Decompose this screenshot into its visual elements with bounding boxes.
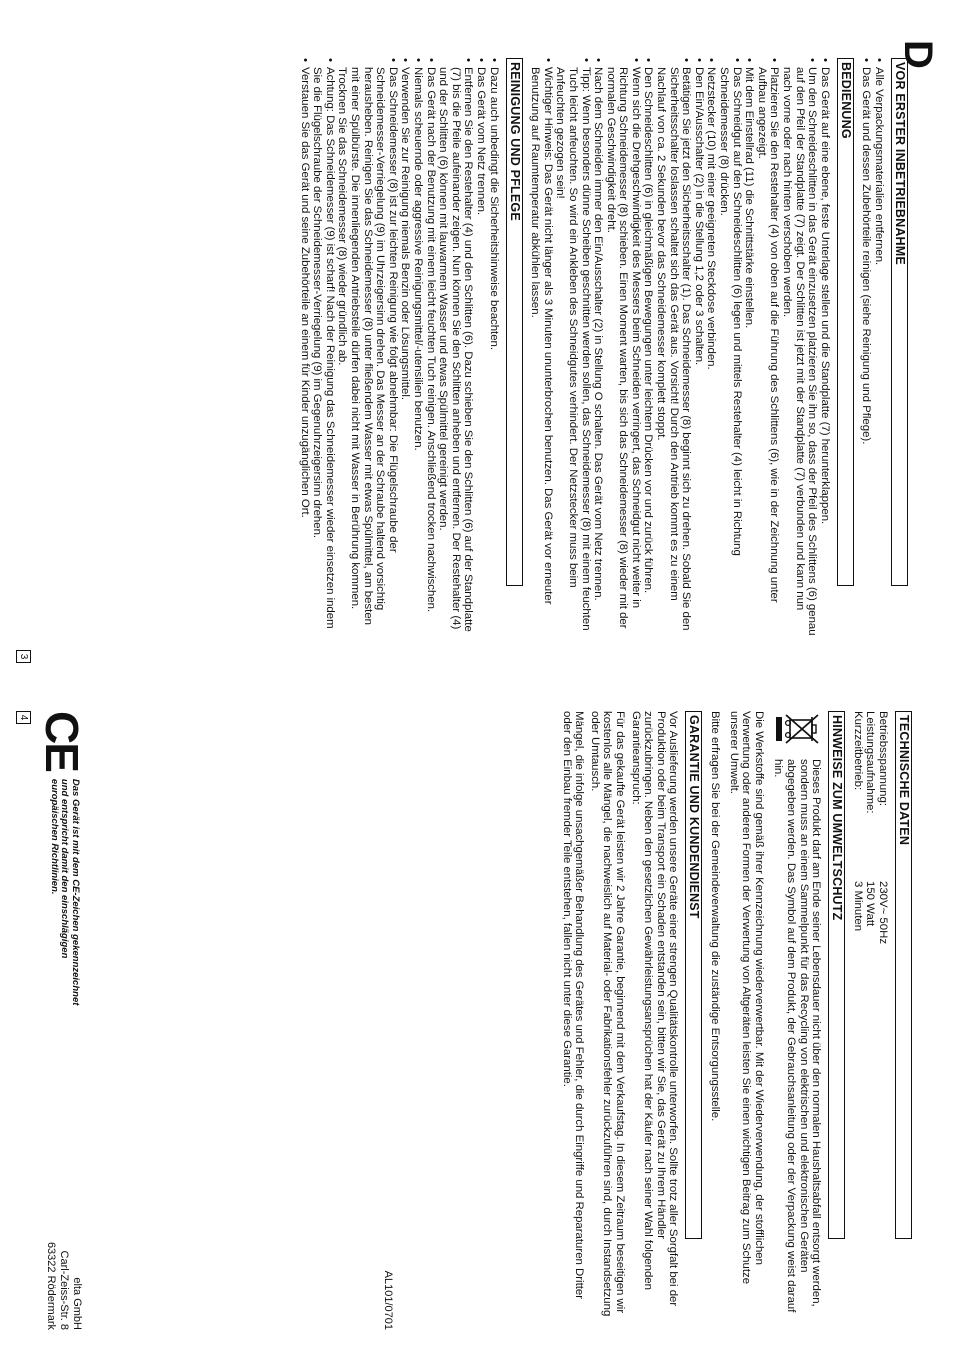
page-number: 4 — [16, 711, 31, 724]
section-title-tech-data: TECHNISCHE DATEN — [895, 711, 912, 1239]
list-item: • Dazu auch unbedingt die Sicherheitshinweise beachten. — [487, 58, 500, 638]
language-label: D — [896, 40, 940, 69]
list-item: • Betätigen Sie jetzt den Sicherheitsschalter (1). Das Schneidemesser (8) beginnt sich zu drehen. Sobald Sie den Sicherheitsschalter loslassen schaltet sich das Gerät aus. Vorsicht! Durch den Antrieb kommt es zu einem Nachlauf von ca. 2 Sekunden bevor das Schneidemesser komplett stoppt. — [655, 58, 693, 638]
list-item: • Verstauen Sie das Gerät und seine Zubehörteile an einem für Kinder unzugänglichen Ort. — [298, 58, 311, 638]
list-item: • Nach dem Schneiden immer den Ein/Ausschalter (2) in Stellung O schalten. Das Gerät vom Netz trennen. — [592, 58, 605, 638]
cleaning-list — [298, 58, 500, 638]
address-line: 63322 Rödermark — [45, 1241, 57, 1330]
list-item: • Netzstecker (10) mit einer geeigneten Steckdose verbinden. — [705, 58, 718, 638]
tech-label: Betriebsspannung: — [877, 711, 889, 806]
list-item: • Das Gerät nach der Benutzung mit einem leicht feuchten Tuch reinigen. Anschließend trocken nachwischen. — [424, 58, 437, 638]
address-line: elta GmbH — [71, 1277, 83, 1330]
list-item: • Das Gerät vom Netz trennen. — [474, 58, 487, 638]
list-item: • Das Schneidgut auf den Schneideschlitten (6) legen und mittels Restehalter (4) leicht in Richtung Schneidemesser (8) drücken. — [717, 58, 742, 638]
list-item: • Wenn sich die Drehgeschwindigkeit des Messers beim Schneiden verringert, das Schneidgut nicht weiter in Richtung Schneidemesser (8) schieben. Einen Moment warten, bis sich das Schneidemesser (8) wieder mit der normalen Geschwindigkeit dreht. — [604, 58, 642, 638]
list-item: • Das Gerät und dessen Zubehörteile reinigen (siehe Reinigung und Pflege). — [860, 58, 873, 638]
page-3-column — [294, 58, 914, 638]
warranty-paragraph: Mängel, die infolge unsachgemäßer Behandlung des Gerätes und Fehler, die durch Eingriffe und Reparaturen Dritter oder den Einbau fremder Teile entstehen, fallen nicht unter diese Garantie. — [560, 711, 586, 1300]
ce-mark: CE — [36, 711, 88, 771]
list-item: • Niemals scheuernde oder aggressive Reinigungsmittel/-utensilien benutzen. — [411, 58, 424, 638]
list-item: • Alle Verpackungsmaterialien entfernen. — [872, 58, 885, 638]
tech-label: Kurzzeitbetrieb: — [851, 711, 864, 791]
operation-list — [529, 58, 831, 638]
section-title-warranty: GARANTIE UND KUNDENDIENST — [685, 711, 702, 1239]
section-title-first-use: VOR ERSTER INBETRIEBNAHME — [891, 58, 908, 586]
ce-text: Das Gerät ist mit dem CE-Zeichen gekennzeichnet und entspricht damit den einschlägigen europäischen Richtlinien. — [49, 778, 81, 1006]
page-4-column — [557, 711, 918, 1321]
tech-label: Leistungsaufnahme: — [864, 711, 877, 814]
tech-value: 230V~ 50Hz — [877, 881, 889, 945]
list-item: • Entfernen Sie den Restehalter (4) und den Schlitten (6). Dazu schieben Sie den Schlitten (6) auf der Standplatte (7) bis die Pfeile aufeinander zeigen. Nun können Sie den Schlitten anheben und entfernen. Der Restehalter (4) und der Schlitten (6) können mit lauwarmem Wasser und etwas Spülmittel gereinigt werden. — [437, 58, 475, 638]
list-item: • Das Schneidemesser (8) ist zur leichten Reinigung wie folgt abnehmbar: Die Flügelschraube der Schneidemesser-Verriegelung (9) im Uhrzeigersinn drehen. Das Messer an der Schraube haltend vorsichtig herausheben. Reinigen Sie das Schneidemesser (8) unter fließendem Wasser mit etwas Spülmittel, am besten mit einer Spülbürste. Die innenliegenden Antriebsteile dürfen dabei nicht mit Wasser in Berührung kommen. Trocknen Sie das Schneidemesser (8) wieder gründlich ab. — [336, 58, 399, 638]
list-item: • Den Schneideschlitten (6) in gleichmäßigen Bewegungen unter leichtem Drücken vor und zurück führen. — [642, 58, 655, 638]
list-item: • Tipp: Wenn besonders dünne Scheiben geschnitten werden sollen, das Schneidemesser (8) mit einem feuchten Tuch leicht anfeuchten. So wird ein Ankleben des Schneidgutes verhindert. Der Netzstecker muss beim Anfeuchten gezogen sein! — [554, 58, 592, 638]
ce-declaration — [36, 711, 88, 1009]
page-4 — [0, 675, 954, 1350]
tech-value: 150 Watt — [864, 881, 877, 927]
first-use-list — [860, 58, 885, 638]
environment-paragraph: Die Werkstoffe sind gemäß ihrer Kennzeichnung wiederverwertbar. Mit der Wiederverwendung, der stofflichen Verwertung oder anderen Formen der Verwertung von Altgeräten leisten Sie einen wichtigen Beitrag zum Schutze unserer Umwelt. — [727, 711, 765, 1285]
list-item: • Platzieren Sie den Restehalter (4) von oben auf die Führung des Schlittens (6), wie in der Zeichnung unter Aufbau angezeigt. — [755, 58, 780, 638]
section-title-environment: HINWEISE ZUM UMWELTSCHUTZ — [828, 711, 845, 1239]
list-item: • Achtung: Das Schneidemesser (9) ist scharf! Nach der Reinigung das Schneidemesser wieder einsetzen indem Sie die Flügelschraube der Schneidemesser-Verriegelung (9) im Gegenuhrzeigersinn drehen. — [311, 58, 336, 638]
page-number: 3 — [16, 650, 31, 663]
tech-value: 3 Minuten — [851, 881, 864, 932]
environment-paragraph: Dieses Produkt darf am Ende seiner Lebensdauer nicht über den normalen Haushaltsabfall entsorgt werden, sondern muss an einem Sammelpunkt für das Recycling von elektrischen und elektronischen Geräten abgegeben werden. Das Symbol auf dem Produkt, der Gebrauchsanleitung oder der Verpackung weist darauf hin. — [772, 759, 823, 1313]
tech-data-table — [851, 711, 889, 1321]
recycling-notice — [769, 711, 822, 1321]
address-line: Carl-Zeiss-Str. 8 — [58, 1250, 70, 1330]
warranty-paragraph: Für das gekaufte Gerät leisten wir 2 Jahre Garantie, beginnend mit dem Verkaufstag. In diesem Zeitraum beseitigen wir kostenlos alle Mängel, die nachweislich auf Material- oder Fabrikationsfehler zurückzuführen sind, durch Instandsetzung oder Umtausch. — [588, 711, 627, 1317]
warranty-paragraph: Vor Auslieferung werden unsere Geräte einer strengen Qualitätskontrolle unterworfen. Sollte trotz aller Sorgfalt bei der Produktion oder beim Transport ein Schaden entstanden sein, bitten wir Sie, das Gerät zu Ihrem Händler zurückzubringen. Neben den gesetzlichen Gewährleistungsansprüchen hat der Käufer nach seiner Wahl folgenden Garantieanspruch: — [629, 711, 680, 1307]
crossed-bin-icon — [769, 711, 822, 751]
list-item: • Den Ein/Ausschalter (2) in die Stellung 1,2 oder 3 schalten. — [692, 58, 705, 638]
list-item: • Das Gerät auf eine ebene, feste Unterlage stellen und die Standplatte (7) herunterklappen. — [818, 58, 831, 638]
document-code: AL101/0701 — [382, 1270, 394, 1330]
list-item: • Wichtiger Hinweis: Das Gerät nicht länger als 3 Minuten ununterbrochen benutzen. Das Gerät vor erneuter Benutzung auf Raumtemperatur abkühlen lassen. — [529, 58, 554, 638]
section-title-cleaning: REINIGUNG UND PFLEGE — [506, 58, 523, 586]
list-item: • Verwenden Sie zur Reinigung niemals Benzin oder Lösungsmittel. — [399, 58, 412, 638]
environment-paragraph: Bitte erfragen Sie bei der Gemeindeverwaltung die zuständige Entsorgungsstelle. — [709, 711, 722, 1122]
section-title-operation: BEDIENUNG — [837, 58, 854, 586]
manufacturer-address — [44, 1242, 83, 1330]
list-item: • Mit dem Einstellrad (11) die Schnittstärke einstellen. — [743, 58, 756, 638]
list-item: • Um den Schneideschlitten in das Gerät einzusetzen platzieren Sie ihn so, dass der Pfeil des Schlittens (6) genau auf den Pfeil der Standplatte (7) zeigt. Der Schlitten ist jetzt mit der Standplatte (7) verbunden und kann nun nach vorne oder nach hinten verschoben werden. — [780, 58, 818, 638]
